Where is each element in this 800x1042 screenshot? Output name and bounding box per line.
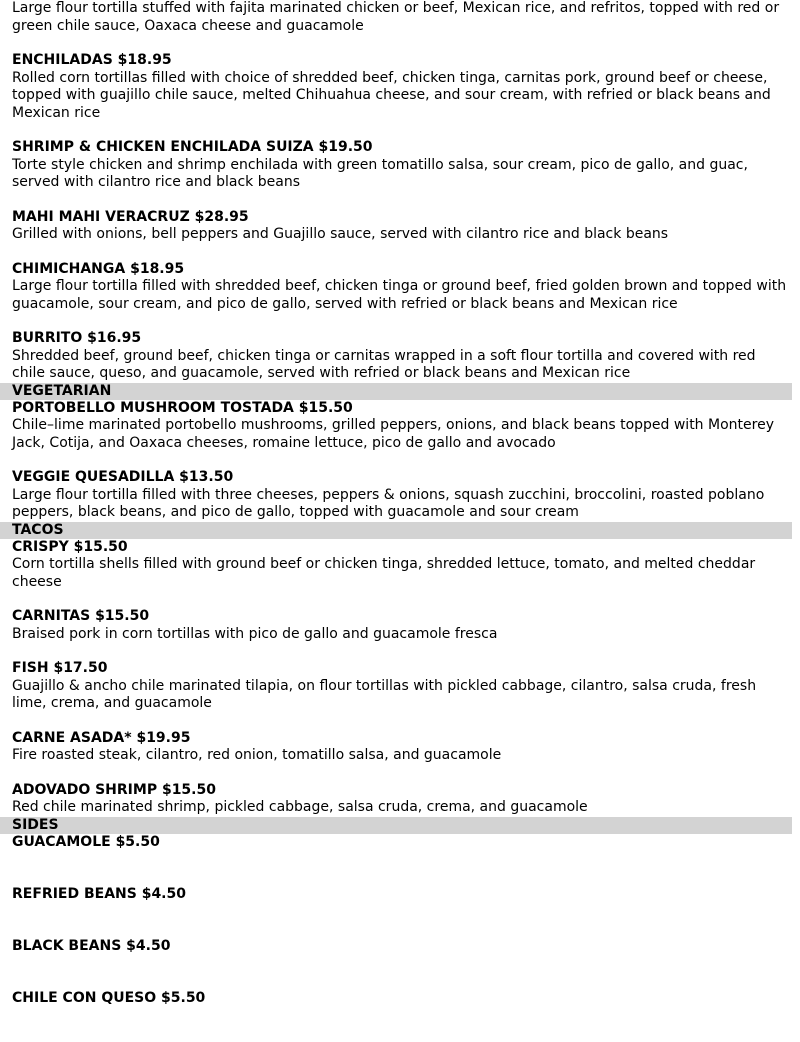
menu-item-fish-tacos: [0, 660, 800, 713]
item-name: SHRIMP & CHICKEN ENCHILADA SUIZA $19.50: [12, 139, 373, 155]
menu-item-chile-con-queso: [0, 990, 800, 1042]
item-name: CARNITAS $15.50: [12, 608, 150, 624]
item-description: Large flour tortilla filled with shredded beef, chicken tinga or ground beef, fried golden brown and topped with guacamole, sour cream, and pico de gallo, served with refried or black beans and Mexican rice: [12, 278, 787, 312]
item-description: Red chile marinated shrimp, pickled cabbage, salsa cruda, crema, and guacamole: [12, 799, 588, 815]
menu-item-adovado-shrimp-tacos: [0, 782, 800, 817]
item-description: Shredded beef, ground beef, chicken tinga or carnitas wrapped in a soft flour tortilla and covered with red chile sauce, queso, and guacamole, served with refried or black beans and Mexican rice: [12, 347, 756, 381]
item-description: Large flour tortilla stuffed with fajita marinated chicken or beef, Mexican rice, and refritos, topped with red or green chile sauce, Oaxaca cheese and guacamole: [12, 0, 780, 34]
menu-item-enchilada-suiza: [0, 139, 800, 192]
item-description: Chile–lime marinated portobello mushrooms, grilled peppers, onions, and black beans topped with Monterey Jack, Cotija, and Oaxaca cheeses, romaine lettuce, pico de gallo and avocado: [12, 417, 774, 451]
spacer: [0, 35, 800, 52]
menu-item-guacamole: [0, 834, 800, 886]
item-description: Grilled with onions, bell peppers and Guajillo sauce, served with cilantro rice and black beans: [12, 226, 669, 242]
item-name: CRISPY $15.50: [12, 538, 128, 555]
item-description: Guajillo & ancho chile marinated tilapia, on flour tortillas with pickled cabbage, cilantro, salsa cruda, fresh lime, crema, and guacamole: [12, 677, 757, 711]
item-description: Fire roasted steak, cilantro, red onion, tomatillo salsa, and guacamole: [12, 747, 502, 763]
section-header-sides: SIDES: [0, 817, 792, 834]
menu-item-carne-asada-tacos: [0, 730, 800, 765]
menu-item-black-beans: [0, 938, 800, 990]
item-name: ENCHILADAS $18.95: [12, 52, 172, 68]
spacer: [0, 192, 800, 209]
item-name: PORTOBELLO MUSHROOM TOSTADA $15.50: [12, 399, 353, 416]
item-name: REFRIED BEANS $4.50: [12, 885, 186, 902]
menu-item-intro: [0, 0, 800, 35]
item-name: FISH $17.50: [12, 660, 108, 676]
menu-item-carnitas-tacos: [0, 608, 800, 643]
menu-item-enchiladas: [0, 52, 800, 122]
spacer: [0, 643, 800, 660]
item-description: Large flour tortilla filled with three cheeses, peppers & onions, squash zucchini, broccolini, roasted poblano peppers, black beans, and pico de gallo, topped with guacamole and sour cream: [12, 486, 765, 520]
item-description: Braised pork in corn tortillas with pico de gallo and guacamole fresca: [12, 625, 498, 642]
item-description: Rolled corn tortillas filled with choice of shredded beef, chicken tinga, carnitas pork, ground beef or cheese, topped with guajillo chile sauce, melted Chihuahua cheese, and sour cream, with refried or black beans and Mexican rice: [12, 69, 771, 121]
spacer: [0, 765, 800, 782]
item-name: GUACAMOLE $5.50: [12, 833, 160, 850]
menu-item-veggie-quesadilla: [0, 469, 800, 522]
spacer: [0, 713, 800, 730]
item-name: MAHI MAHI VERACRUZ $28.95: [12, 208, 249, 225]
spacer: [0, 313, 800, 330]
menu-item-mahi-mahi: [0, 209, 800, 244]
section-header-vegetarian: VEGETARIAN: [0, 383, 792, 400]
spacer: [0, 122, 800, 139]
item-name: CARNE ASADA* $19.95: [12, 729, 191, 746]
item-description: Corn tortilla shells filled with ground beef or chicken tinga, shredded lettuce, tomato, and melted cheddar cheese: [12, 556, 756, 590]
spacer: [0, 591, 800, 608]
spacer: [0, 244, 800, 261]
menu-item-burrito: [0, 330, 800, 383]
menu-item-refried-beans: [0, 886, 800, 938]
item-name: CHILE CON QUESO $5.50: [12, 989, 206, 1006]
item-description: Torte style chicken and shrimp enchilada with green tomatillo salsa, sour cream, pico de gallo, and guac, served with cilantro rice and black beans: [12, 156, 748, 190]
item-name: ADOVADO SHRIMP $15.50: [12, 781, 216, 798]
menu-item-portobello-tostada: [0, 400, 800, 453]
section-header-tacos: TACOS: [0, 522, 792, 539]
item-name: VEGGIE QUESADILLA $13.50: [12, 469, 234, 485]
item-name: BLACK BEANS $4.50: [12, 937, 171, 954]
menu-item-chimichanga: [0, 261, 800, 314]
spacer: [0, 452, 800, 469]
menu-item-crispy-tacos: [0, 539, 800, 592]
item-name: CHIMICHANGA $18.95: [12, 260, 185, 277]
item-name: BURRITO $16.95: [12, 330, 142, 346]
